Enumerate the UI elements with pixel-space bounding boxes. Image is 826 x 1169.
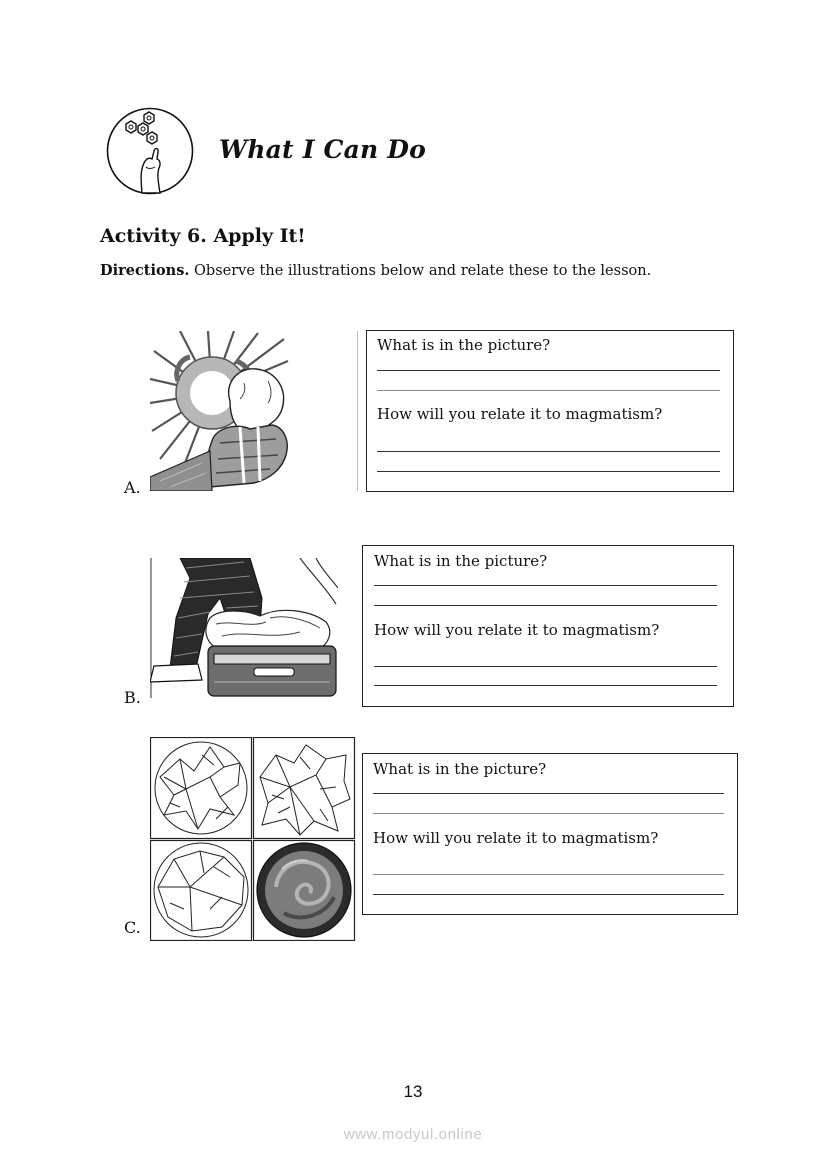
answer-box-c	[362, 753, 738, 915]
answer-line-a3[interactable]	[377, 451, 720, 452]
answer-line-c3[interactable]	[373, 874, 724, 875]
page-number: 13	[403, 1082, 423, 1101]
question-what-a: What is in the picture?	[377, 336, 551, 354]
question-relate-c: How will you relate it to magmatism?	[373, 829, 659, 847]
sun-melting-ice-cream-illustration	[150, 331, 290, 491]
activity-title: Activity 6. Apply It!	[100, 225, 306, 247]
answer-line-a4[interactable]	[377, 471, 720, 472]
section-logo-icon	[106, 107, 194, 195]
answer-line-b4[interactable]	[374, 685, 717, 686]
directions	[100, 262, 651, 279]
answer-line-b2[interactable]	[374, 605, 717, 606]
answer-line-c2[interactable]	[373, 813, 724, 814]
watermark: www.modyul.online	[343, 1126, 483, 1143]
item-letter-a: A.	[124, 478, 141, 497]
question-what-b: What is in the picture?	[374, 552, 548, 570]
crumpled-paper-to-molten-ball-illustration	[150, 737, 356, 941]
question-what-c: What is in the picture?	[373, 760, 547, 778]
answer-line-a2[interactable]	[377, 390, 720, 391]
directions-text: Observe the illustrations below and relate these to the lesson.	[189, 263, 652, 279]
divider-a	[357, 331, 358, 491]
answer-box-b	[362, 545, 734, 707]
answer-line-c1[interactable]	[373, 793, 724, 794]
item-letter-c: C.	[124, 918, 141, 937]
answer-box-a	[366, 330, 734, 492]
answer-line-c4[interactable]	[373, 894, 724, 895]
person-sitting-on-suitcase-illustration	[150, 558, 338, 698]
answer-line-a1[interactable]	[377, 370, 720, 371]
question-relate-a: How will you relate it to magmatism?	[377, 405, 663, 423]
answer-line-b1[interactable]	[374, 585, 717, 586]
directions-label: Directions.	[100, 262, 190, 279]
answer-line-b3[interactable]	[374, 666, 717, 667]
question-relate-b: How will you relate it to magmatism?	[374, 621, 660, 639]
section-title: What I Can Do	[219, 135, 427, 164]
item-letter-b: B.	[124, 688, 141, 707]
